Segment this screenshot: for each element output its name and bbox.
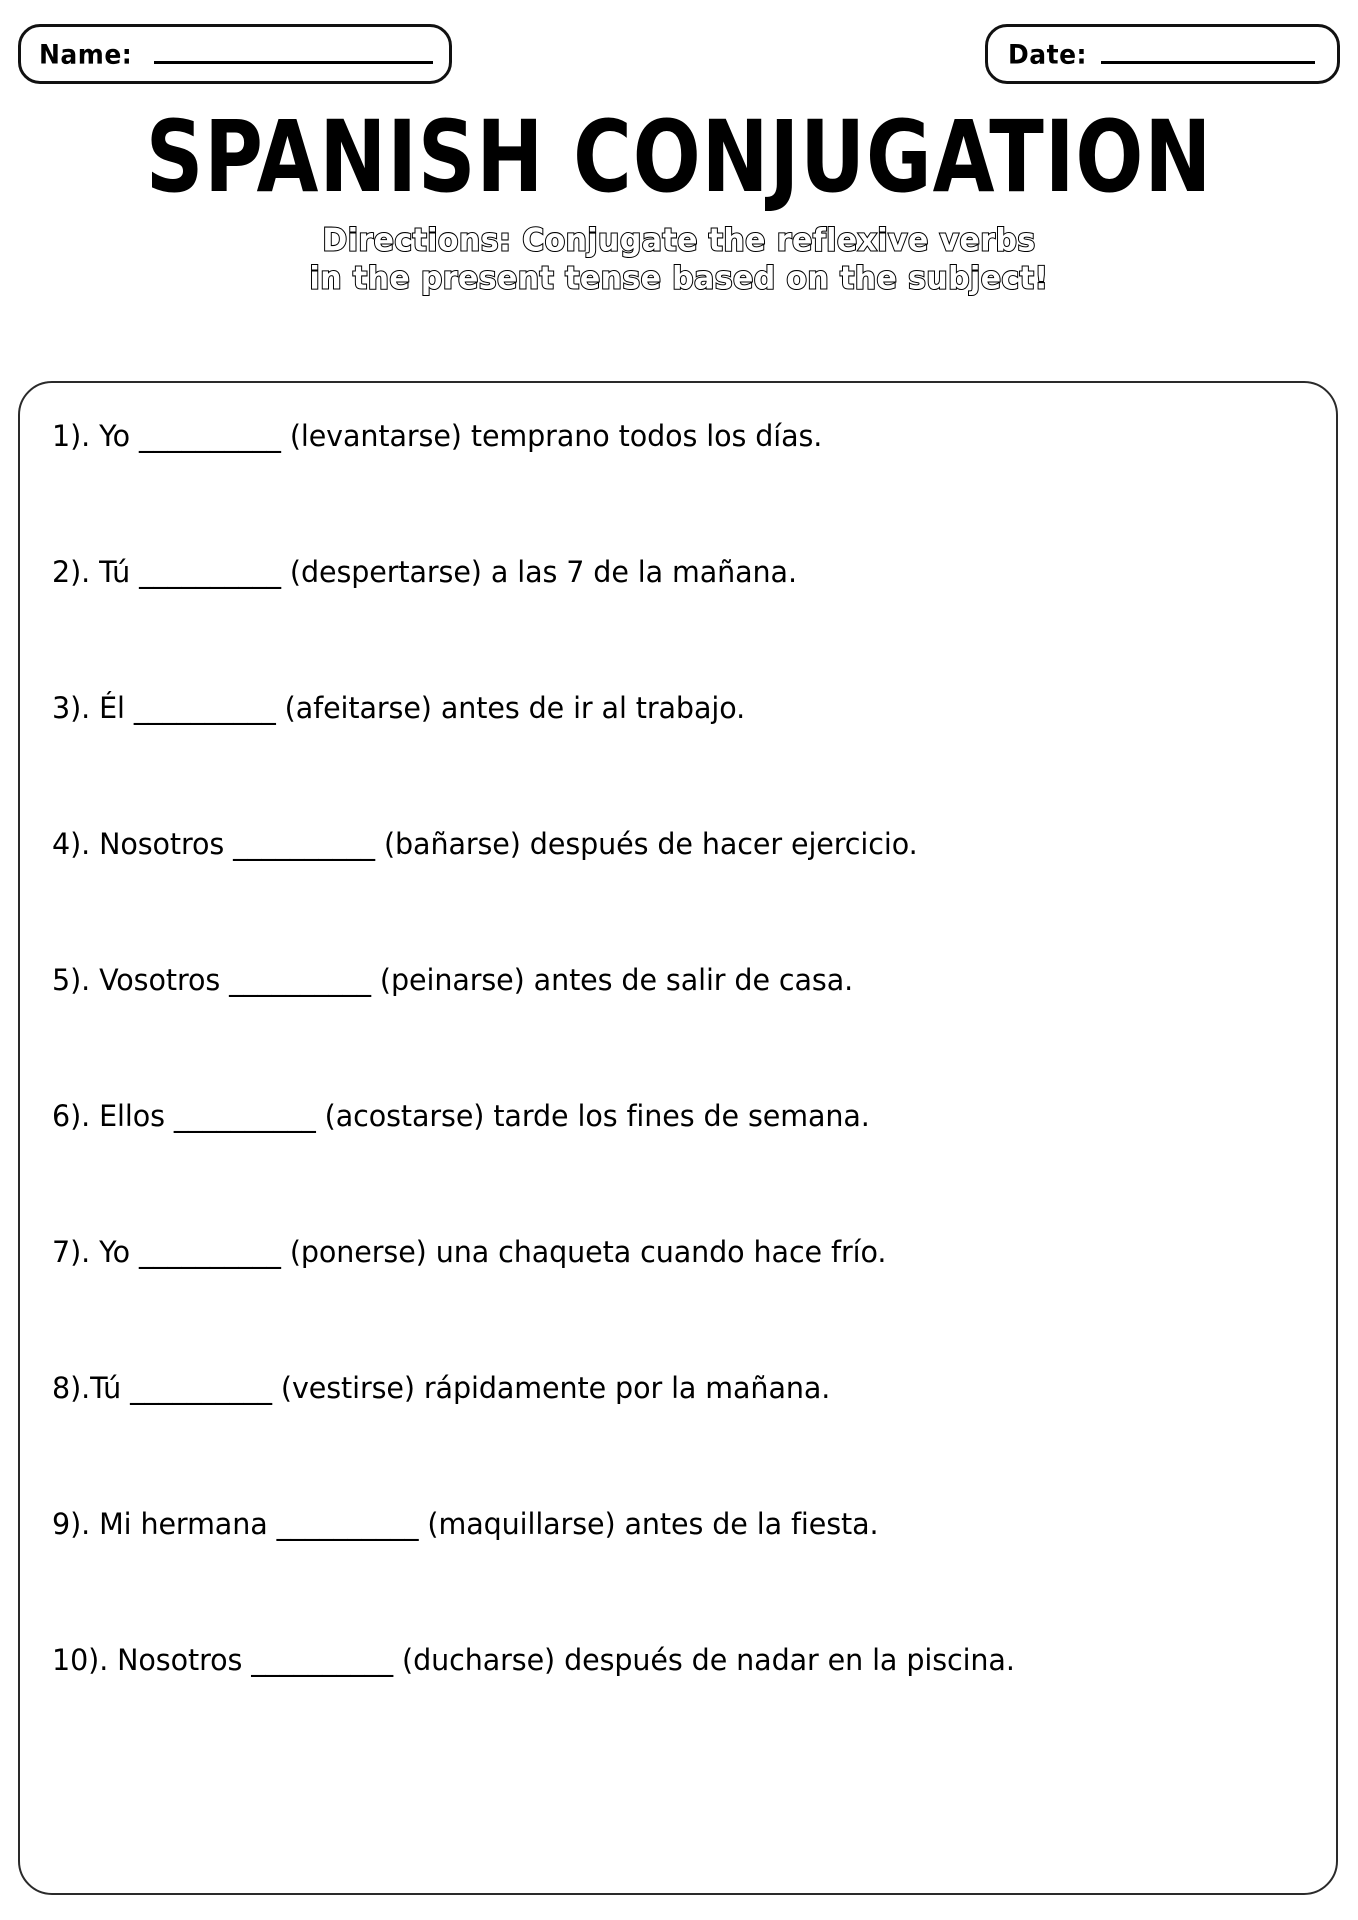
question-item-8[interactable]: 8).Tú __________ (vestirse) rápidamente por la mañana. — [52, 1371, 831, 1405]
question-list — [52, 419, 1310, 1677]
questions-panel — [18, 381, 1338, 1895]
name-write-line[interactable] — [154, 61, 433, 64]
page-title: SPANISH CONJUGATION — [145, 99, 1213, 215]
question-item-4[interactable]: 4). Nosotros __________ (bañarse) después de hacer ejercicio. — [52, 827, 918, 861]
name-field-box[interactable] — [18, 24, 452, 84]
question-item-3[interactable]: 3). Él __________ (afeitarse) antes de ir al trabajo. — [52, 691, 746, 725]
directions-line-1: Directions: Conjugate the reflexive verbs — [322, 222, 1036, 259]
directions-line-2: in the present tense based on the subject! — [309, 260, 1049, 297]
question-item-9[interactable]: 9). Mi hermana __________ (maquillarse) antes de la fiesta. — [52, 1507, 879, 1541]
question-item-7[interactable]: 7). Yo __________ (ponerse) una chaqueta cuando hace frío. — [52, 1235, 887, 1269]
question-item-1[interactable]: 1). Yo __________ (levantarse) temprano todos los días. — [52, 419, 823, 453]
directions-block — [0, 222, 1358, 298]
date-field-box[interactable] — [985, 24, 1340, 84]
question-item-5[interactable]: 5). Vosotros __________ (peinarse) antes de salir de casa. — [52, 963, 854, 997]
question-item-2[interactable]: 2). Tú __________ (despertarse) a las 7 de la mañana. — [52, 555, 797, 589]
question-item-10[interactable]: 10). Nosotros __________ (ducharse) después de nadar en la piscina. — [52, 1643, 1015, 1677]
name-label: Name: — [39, 38, 133, 70]
question-item-6[interactable]: 6). Ellos __________ (acostarse) tarde los fines de semana. — [52, 1099, 870, 1133]
date-label: Date: — [1008, 38, 1088, 70]
date-write-line[interactable] — [1101, 61, 1315, 64]
